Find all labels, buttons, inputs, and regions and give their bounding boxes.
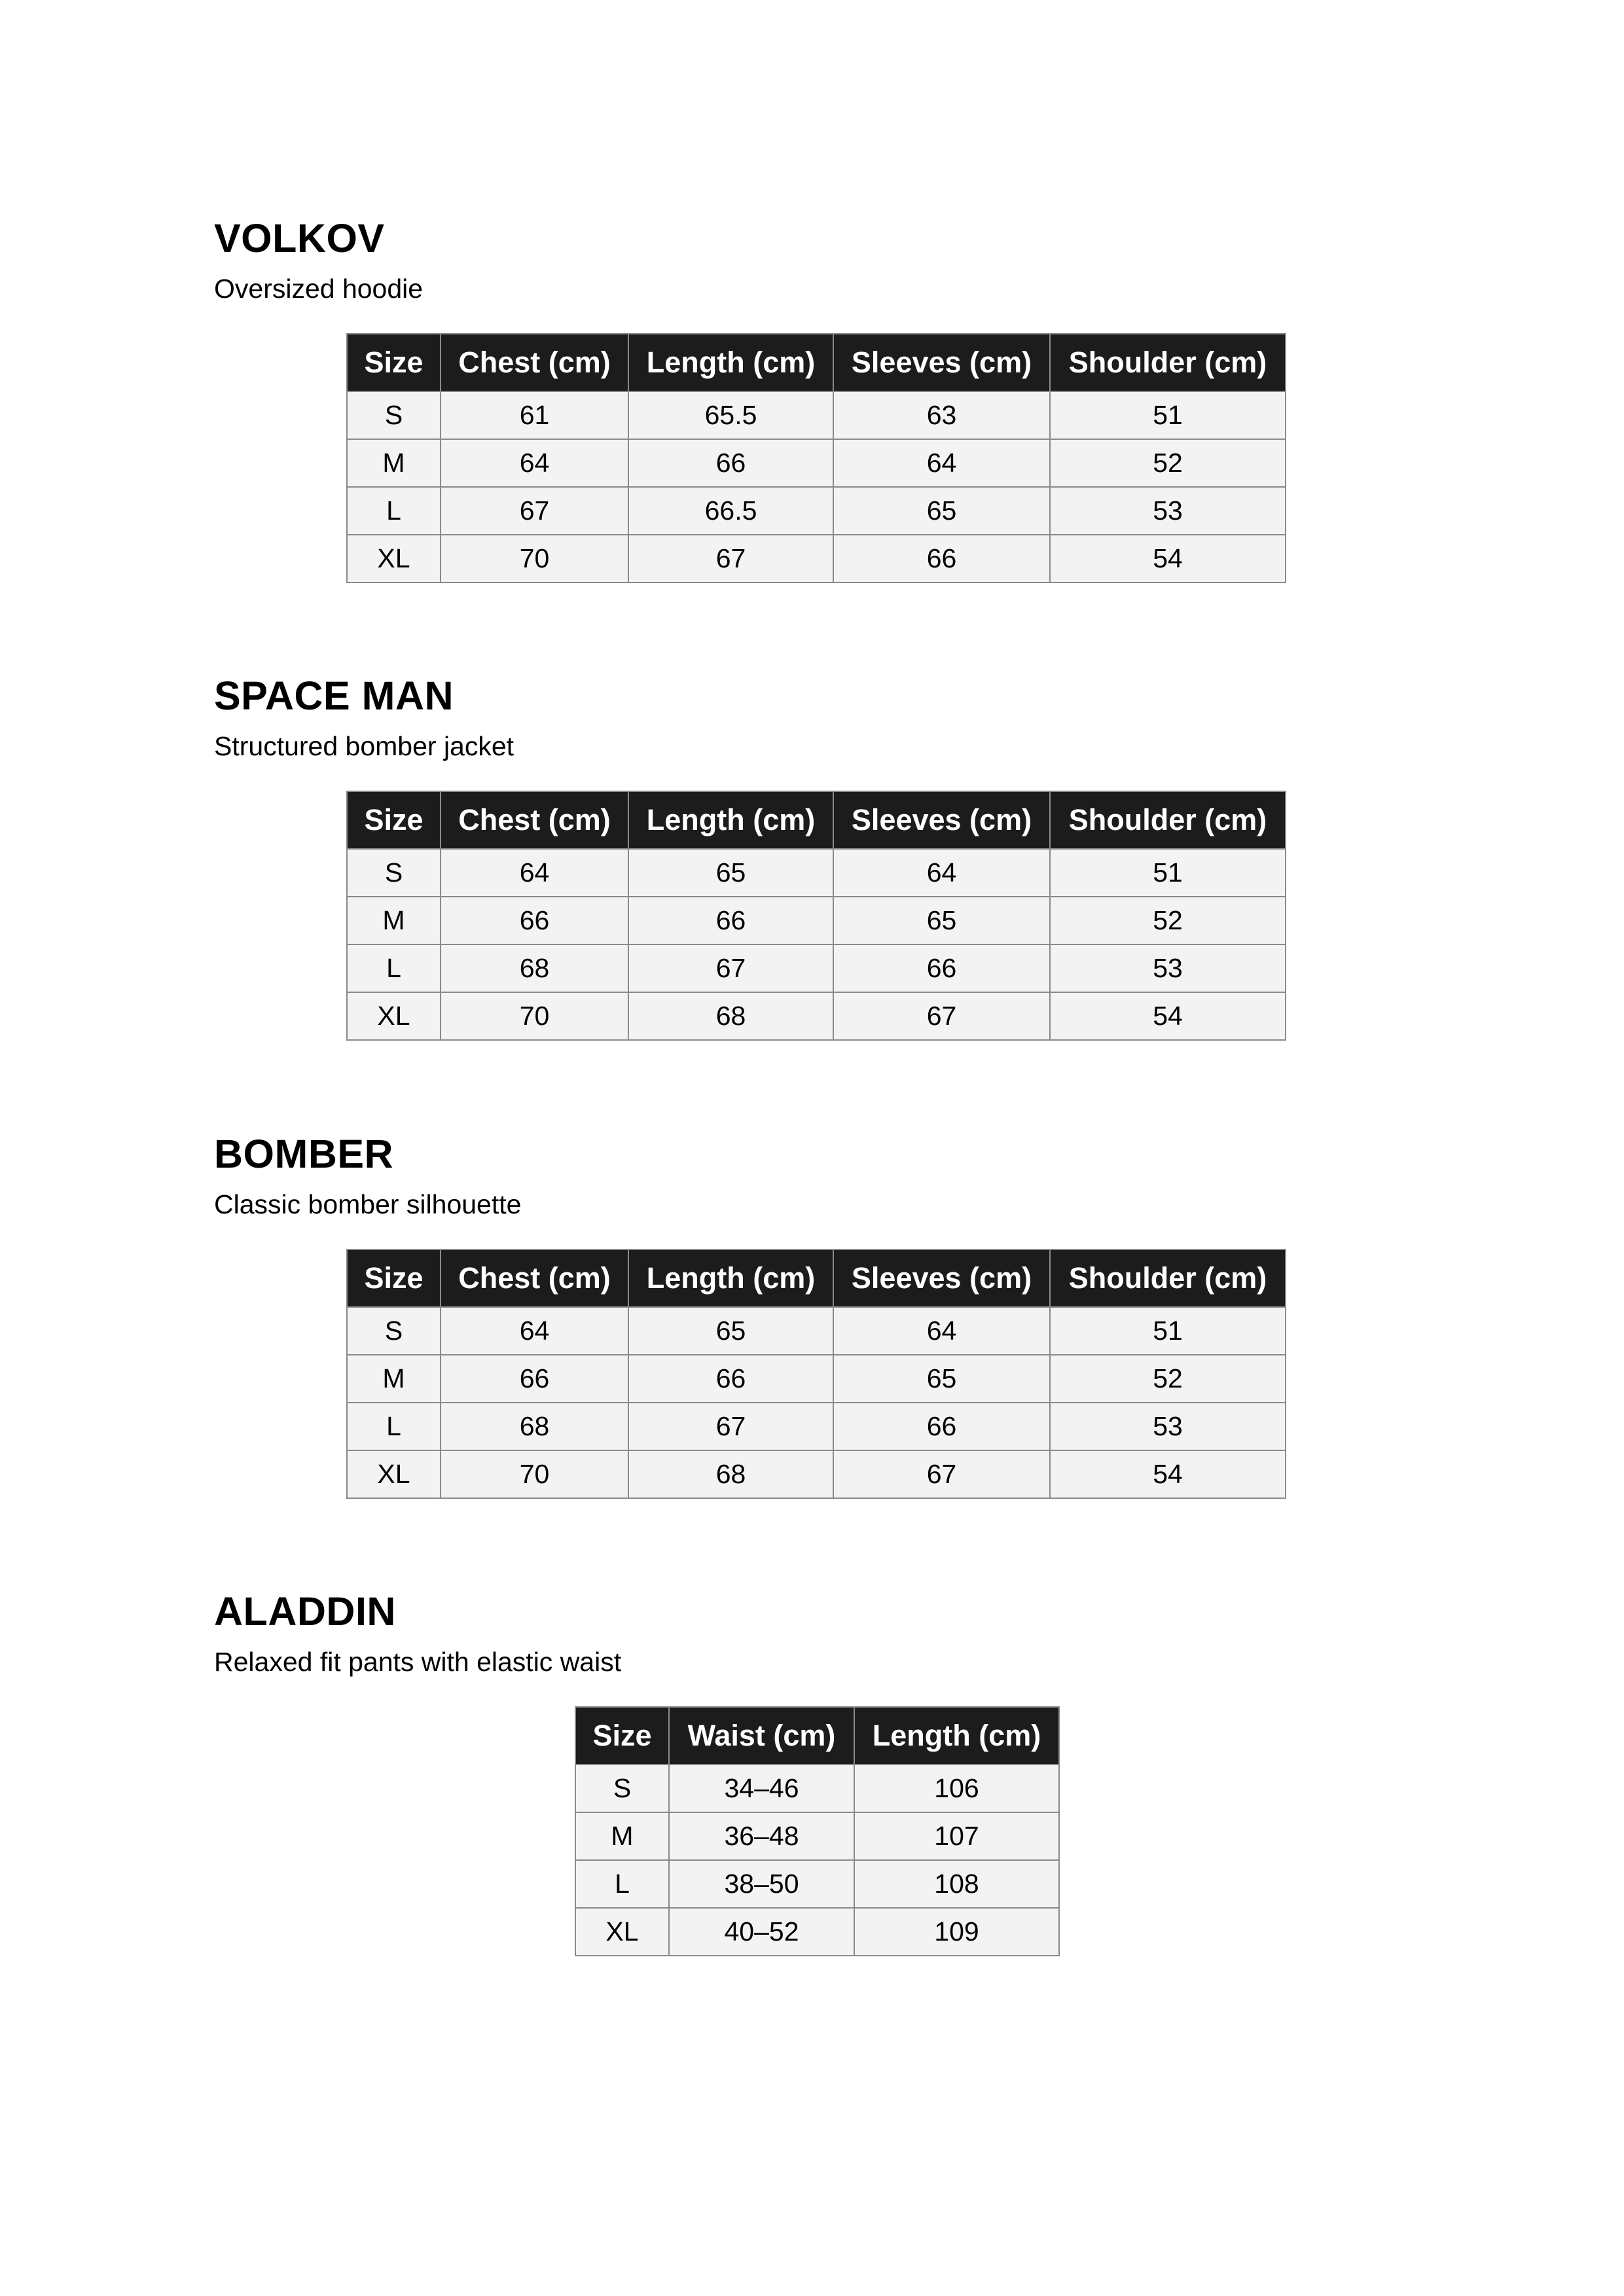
table-cell: S <box>347 849 441 897</box>
table-cell: 64 <box>441 439 628 487</box>
product-description: Relaxed fit pants with elastic waist <box>214 1647 622 1677</box>
table-cell: 67 <box>628 1403 833 1450</box>
table-cell: M <box>347 439 441 487</box>
column-header: Shoulder (cm) <box>1050 791 1286 849</box>
table-cell: 63 <box>833 391 1050 439</box>
column-header: Shoulder (cm) <box>1050 334 1286 391</box>
table-cell: M <box>347 1355 441 1403</box>
column-header: Shoulder (cm) <box>1050 1249 1286 1307</box>
column-header: Length (cm) <box>628 1249 833 1307</box>
table-cell: 65 <box>628 1307 833 1355</box>
table-cell: 53 <box>1050 944 1286 992</box>
column-header: Size <box>347 791 441 849</box>
table-cell: 107 <box>854 1812 1059 1860</box>
table-cell: XL <box>347 1450 441 1498</box>
table-cell: L <box>347 944 441 992</box>
table-cell: 70 <box>441 992 628 1040</box>
table-row <box>347 992 1286 1040</box>
table-cell: 65 <box>833 897 1050 944</box>
table-cell: 52 <box>1050 439 1286 487</box>
table-cell: 66 <box>833 535 1050 583</box>
column-header: Size <box>575 1707 669 1765</box>
table-row <box>347 1450 1286 1498</box>
table-cell: 66 <box>833 944 1050 992</box>
table-row <box>347 897 1286 944</box>
table-row <box>347 391 1286 439</box>
table-cell: S <box>347 1307 441 1355</box>
table-header-row <box>575 1707 1059 1765</box>
table-cell: 52 <box>1050 1355 1286 1403</box>
table-cell: 106 <box>854 1765 1059 1812</box>
table-cell: 67 <box>833 992 1050 1040</box>
table-cell: L <box>575 1860 669 1908</box>
table-cell: XL <box>347 535 441 583</box>
table-cell: 64 <box>441 849 628 897</box>
table-cell: M <box>347 897 441 944</box>
table-cell: XL <box>347 992 441 1040</box>
table-cell: M <box>575 1812 669 1860</box>
product-description: Oversized hoodie <box>214 274 424 304</box>
table-row <box>347 849 1286 897</box>
table-row <box>575 1908 1059 1956</box>
product-description: Classic bomber silhouette <box>214 1189 522 1219</box>
column-header: Waist (cm) <box>669 1707 854 1765</box>
column-header: Size <box>347 334 441 391</box>
table-cell: 70 <box>441 535 628 583</box>
table-cell: 64 <box>833 1307 1050 1355</box>
table-row <box>575 1812 1059 1860</box>
table-cell: 67 <box>441 487 628 535</box>
table-cell: 34–46 <box>669 1765 854 1812</box>
table-row <box>575 1765 1059 1812</box>
table-row <box>347 1307 1286 1355</box>
table-cell: 68 <box>628 992 833 1040</box>
table-cell: 66 <box>441 1355 628 1403</box>
table-cell: 64 <box>833 849 1050 897</box>
table-row <box>347 1355 1286 1403</box>
table-header-row <box>347 334 1286 391</box>
table-cell: 51 <box>1050 1307 1286 1355</box>
table-cell: 54 <box>1050 992 1286 1040</box>
table-header-row <box>347 791 1286 849</box>
table-cell: 54 <box>1050 1450 1286 1498</box>
table-cell: 70 <box>441 1450 628 1498</box>
size-table <box>346 1249 1286 1499</box>
table-cell: 66 <box>628 1355 833 1403</box>
table-cell: 68 <box>628 1450 833 1498</box>
table-cell: 65 <box>833 487 1050 535</box>
column-header: Length (cm) <box>854 1707 1059 1765</box>
table-cell: 65 <box>833 1355 1050 1403</box>
column-header: Sleeves (cm) <box>833 791 1050 849</box>
table-row <box>575 1860 1059 1908</box>
table-cell: 53 <box>1050 1403 1286 1450</box>
table-cell: 61 <box>441 391 628 439</box>
table-cell: 40–52 <box>669 1908 854 1956</box>
column-header: Sleeves (cm) <box>833 1249 1050 1307</box>
size-table <box>346 333 1286 583</box>
table-cell: 51 <box>1050 391 1286 439</box>
table-cell: 51 <box>1050 849 1286 897</box>
table-row <box>347 944 1286 992</box>
table-cell: 52 <box>1050 897 1286 944</box>
product-title: ALADDIN <box>214 1589 396 1634</box>
table-header-row <box>347 1249 1286 1307</box>
table-cell: 65 <box>628 849 833 897</box>
table-cell: 67 <box>833 1450 1050 1498</box>
table-cell: 66 <box>441 897 628 944</box>
table-row <box>347 535 1286 583</box>
column-header: Length (cm) <box>628 791 833 849</box>
table-cell: 68 <box>441 1403 628 1450</box>
table-cell: 109 <box>854 1908 1059 1956</box>
table-cell: 53 <box>1050 487 1286 535</box>
table-cell: 68 <box>441 944 628 992</box>
table-cell: 38–50 <box>669 1860 854 1908</box>
table-cell: 65.5 <box>628 391 833 439</box>
table-cell: 66 <box>628 897 833 944</box>
product-section-space-man <box>214 666 1379 1031</box>
product-title: BOMBER <box>214 1132 394 1176</box>
table-cell: 66 <box>628 439 833 487</box>
product-title: VOLKOV <box>214 216 385 260</box>
column-header: Sleeves (cm) <box>833 334 1050 391</box>
table-row <box>347 1403 1286 1450</box>
table-row <box>347 487 1286 535</box>
table-cell: S <box>575 1765 669 1812</box>
table-cell: 64 <box>441 1307 628 1355</box>
table-cell: L <box>347 1403 441 1450</box>
column-header: Size <box>347 1249 441 1307</box>
product-title: SPACE MAN <box>214 673 454 718</box>
table-cell: 108 <box>854 1860 1059 1908</box>
product-section-bomber <box>214 1124 1379 1489</box>
product-section-volkov <box>214 208 1379 573</box>
table-cell: 54 <box>1050 535 1286 583</box>
table-cell: 64 <box>833 439 1050 487</box>
table-cell: 67 <box>628 535 833 583</box>
column-header: Chest (cm) <box>441 334 628 391</box>
table-cell: S <box>347 391 441 439</box>
table-cell: 36–48 <box>669 1812 854 1860</box>
product-section-aladdin <box>214 1581 1379 1946</box>
table-cell: XL <box>575 1908 669 1956</box>
column-header: Chest (cm) <box>441 1249 628 1307</box>
table-cell: L <box>347 487 441 535</box>
table-cell: 66.5 <box>628 487 833 535</box>
table-cell: 66 <box>833 1403 1050 1450</box>
size-table <box>346 791 1286 1041</box>
size-table <box>575 1706 1060 1956</box>
column-header: Chest (cm) <box>441 791 628 849</box>
table-row <box>347 439 1286 487</box>
column-header: Length (cm) <box>628 334 833 391</box>
product-description: Structured bomber jacket <box>214 731 514 761</box>
table-cell: 67 <box>628 944 833 992</box>
